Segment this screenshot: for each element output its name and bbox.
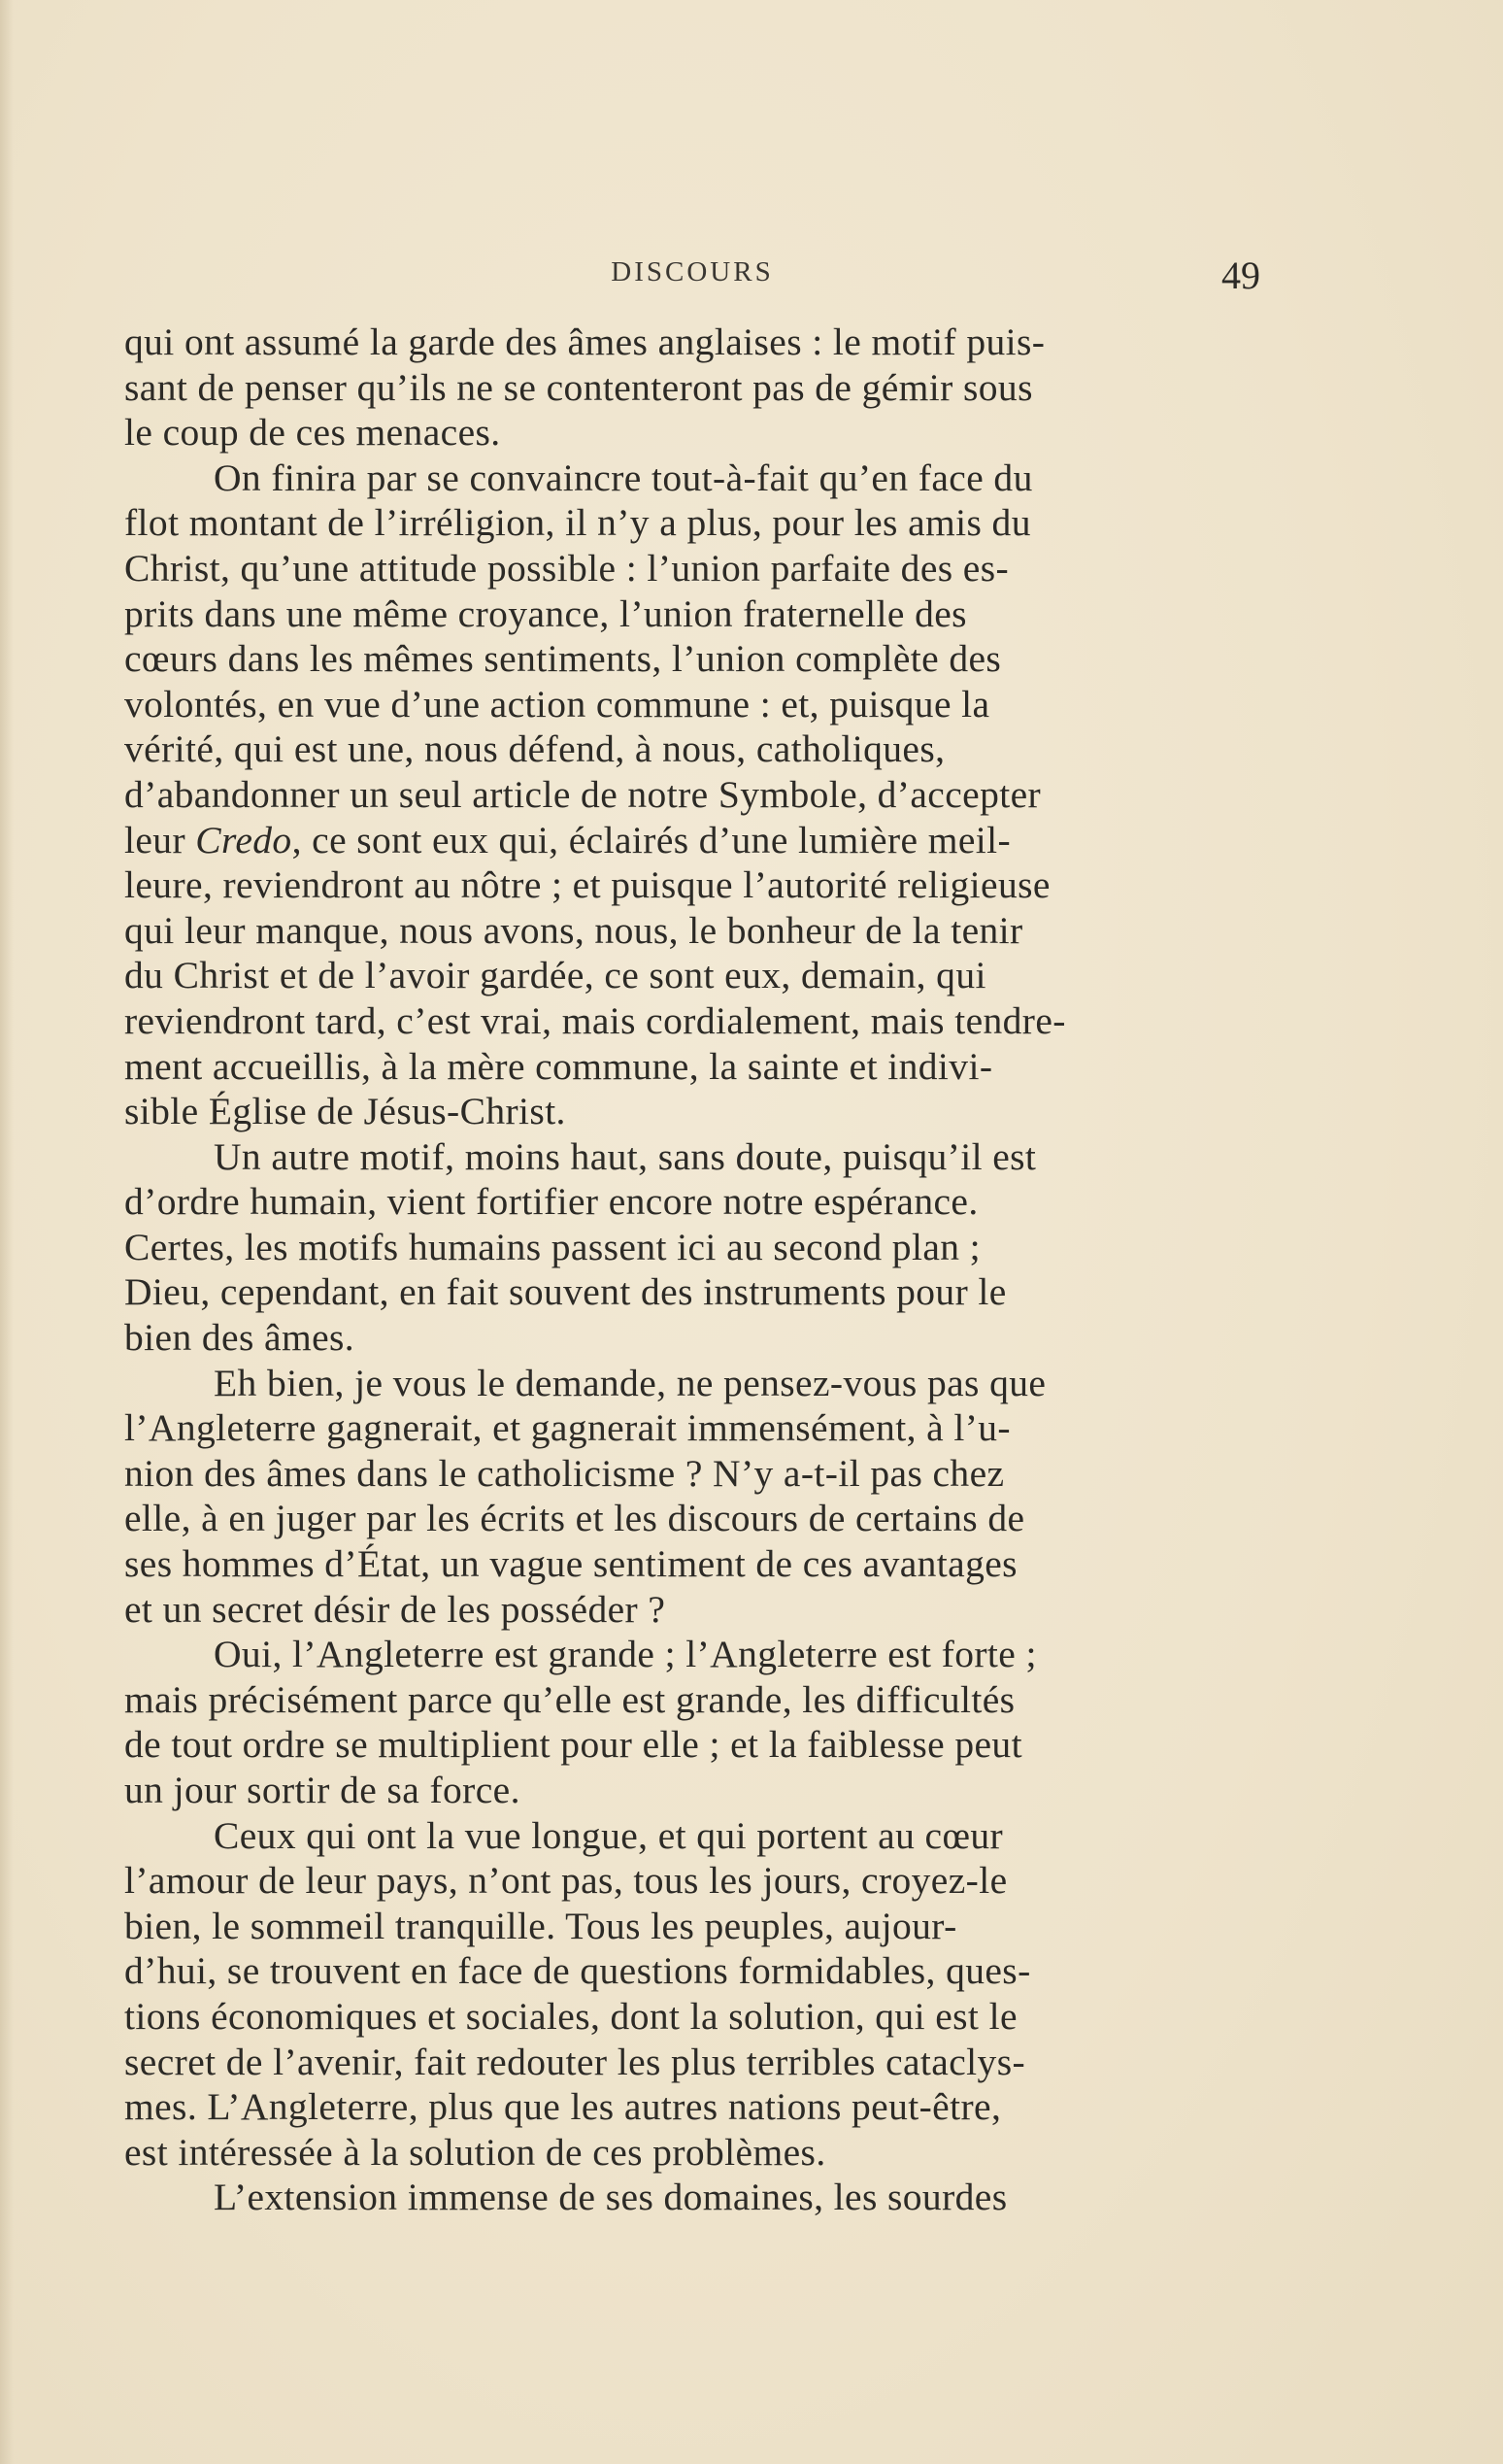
page-number: 49: [1221, 253, 1260, 297]
text-line: qui leur manque, nous avons, nous, le bonheur de la tenir: [124, 908, 1023, 952]
text-line: Certes, les motifs humains passent ici au second plan ;: [124, 1225, 982, 1268]
text-line-paragraph-start: Ceux qui ont la vue longue, et qui portent au cœur: [214, 1813, 1004, 1857]
text-line: bien des âmes.: [124, 1316, 355, 1360]
text-line: elle, à en juger par les écrits et les discours de certains de: [124, 1497, 1025, 1540]
text-line: Dieu, cependant, en fait souvent des instruments pour le: [124, 1270, 1007, 1314]
text-line: d’hui, se trouvent en face de questions formidables, ques-: [124, 1949, 1031, 1993]
text-line: vérité, qui est une, nous défend, à nous, catholiques,: [124, 727, 946, 771]
text-line: mais précisément parce qu’elle est grande, les difficultés: [124, 1677, 1016, 1721]
text-line: l’Angleterre gagnerait, et gagnerait immensément, à l’u-: [124, 1406, 1011, 1450]
text-line: flot montant de l’irréligion, il n’y a plus, pour les amis du: [124, 501, 1031, 545]
text-line: sible Église de Jésus-Christ.: [124, 1090, 566, 1133]
text-line-paragraph-start: Un autre motif, moins haut, sans doute, puisqu’il est: [214, 1134, 1037, 1178]
text-line: [124, 818, 1260, 863]
text-line-paragraph-start: On finira par se convaincre tout-à-fait qu’en face du: [214, 456, 1033, 499]
page-edge-shadow: [0, 0, 14, 2464]
text-line: le coup de ces menaces.: [124, 411, 501, 455]
text-line: d’abandonner un seul article de notre Symbole, d’accepter: [124, 772, 1042, 816]
text-line: du Christ et de l’avoir gardée, ce sont eux, demain, qui: [124, 954, 986, 997]
text-line: prits dans une même croyance, l’union fraternelle des: [124, 591, 967, 635]
text-line: bien, le sommeil tranquille. Tous les peuples, aujour-: [124, 1904, 957, 1947]
text-line: l’amour de leur pays, n’ont pas, tous les jours, croyez-le: [124, 1859, 1008, 1903]
text-line: reviendront tard, c’est vrai, mais cordialement, mais tendre-: [124, 998, 1066, 1042]
text-line: est intéressée à la solution de ces problèmes.: [124, 2130, 826, 2174]
running-head: DISCOURS: [611, 256, 774, 287]
text-line: de tout ordre se multiplient pour elle ; et la faiblesse peut: [124, 1723, 1022, 1767]
text-line: tions économiques et sociales, dont la solution, qui est le: [124, 1994, 1018, 2038]
text-segment: leur: [124, 818, 196, 861]
italic-word: Credo: [195, 818, 292, 861]
text-line: leure, reviendront au nôtre ; et puisque l’autorité religieuse: [124, 863, 1051, 907]
text-line: ment accueillis, à la mère commune, la sainte et indivi-: [124, 1044, 993, 1088]
text-line: Christ, qu’une attitude possible : l’union parfaite des es-: [124, 546, 1010, 590]
text-line: qui ont assumé la garde des âmes anglaises : le motif puis-: [124, 321, 1046, 363]
text-line-paragraph-start: Oui, l’Angleterre est grande ; l’Angleterre est forte ;: [214, 1633, 1037, 1676]
text-line: et un secret désir de les posséder ?: [124, 1587, 666, 1631]
text-line: sant de penser qu’ils ne se contenteront pas de gémir sous: [124, 365, 1033, 409]
text-line-paragraph-start: L’extension immense de ses domaines, les sourdes: [214, 2176, 1008, 2219]
body-text: [124, 320, 1260, 2220]
text-segment: , ce sont eux qui, éclairés d’une lumière meil-: [291, 818, 1012, 861]
text-line: secret de l’avenir, fait redouter les plus terribles cataclys-: [124, 2040, 1026, 2083]
text-line: d’ordre humain, vient fortifier encore notre espérance.: [124, 1180, 979, 1224]
text-line: ses hommes d’État, un vague sentiment de ces avantages: [124, 1542, 1018, 1586]
text-line-paragraph-start: Eh bien, je vous le demande, ne pensez-vous pas que: [214, 1361, 1047, 1404]
text-line: nion des âmes dans le catholicisme ? N’y a-t-il pas chez: [124, 1451, 1005, 1495]
text-line: volontés, en vue d’une action commune : et, puisque la: [124, 682, 990, 726]
text-line: un jour sortir de sa force.: [124, 1769, 520, 1811]
text-line: mes. L’Angleterre, plus que les autres nations peut-être,: [124, 2085, 1002, 2129]
text-line: cœurs dans les mêmes sentiments, l’union complète des: [124, 637, 1002, 681]
page-header: [124, 253, 1260, 311]
